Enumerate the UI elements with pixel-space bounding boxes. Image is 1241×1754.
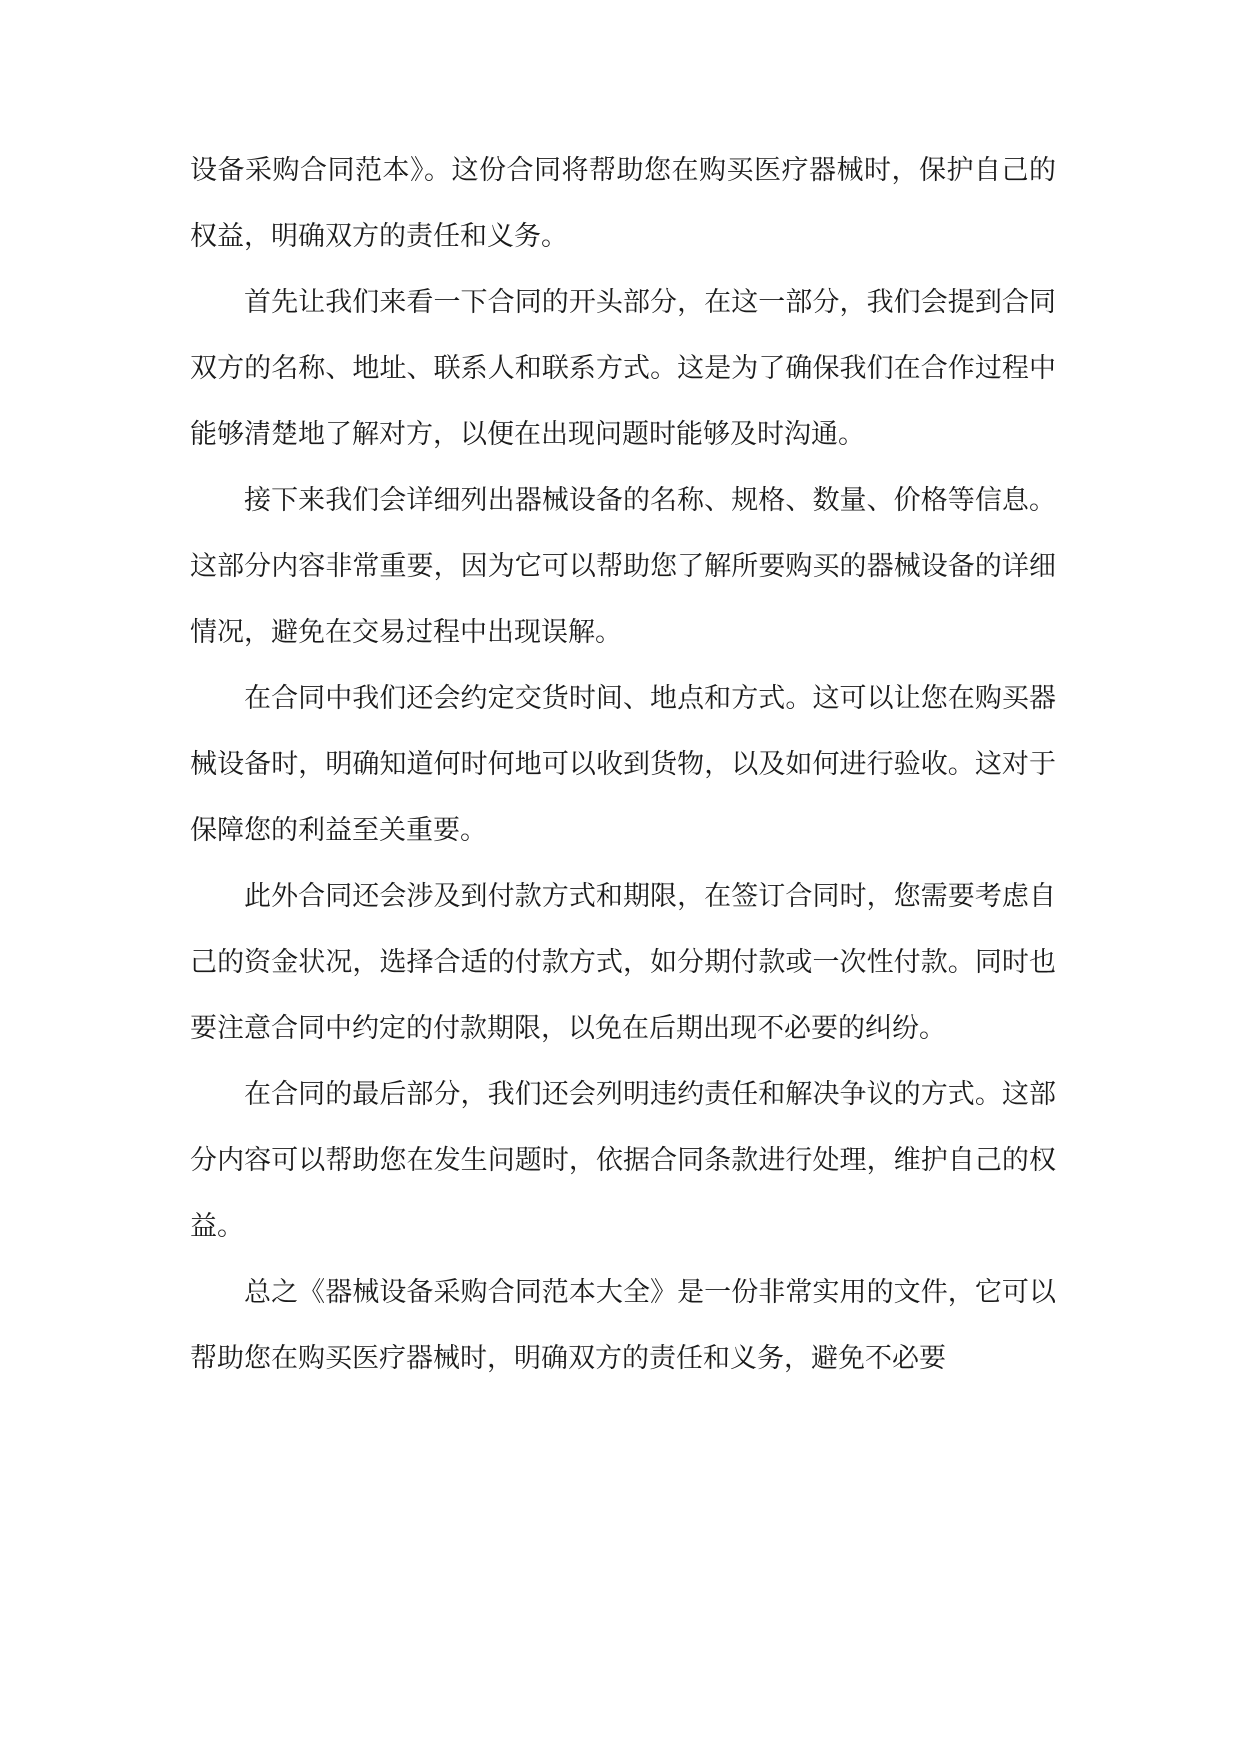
paragraph-4: 在合同中我们还会约定交货时间、地点和方式。这可以让您在购买器械设备时，明确知道何时何地可以收到货物，以及如何进行验收。这对于保障您的利益至关重要。 <box>190 683 1056 846</box>
paragraph-2: 首先让我们来看一下合同的开头部分，在这一部分，我们会提到合同双方的名称、地址、联系人和联系方式。这是为了确保我们在合作过程中能够清楚地了解对方，以便在出现问题时能够及时沟通。 <box>190 287 1056 450</box>
paragraph-3: 接下来我们会详细列出器械设备的名称、规格、数量、价格等信息。这部分内容非常重要，因为它可以帮助您了解所要购买的器械设备的详细情况，避免在交易过程中出现误解。 <box>190 485 1056 648</box>
paragraph-6: 在合同的最后部分，我们还会列明违约责任和解决争议的方式。这部分内容可以帮助您在发生问题时，依据合同条款进行处理，维护自己的权益。 <box>190 1079 1056 1242</box>
paragraph-1: 设备采购合同范本》。这份合同将帮助您在购买医疗器械时，保护自己的权益，明确双方的责任和义务。 <box>190 155 1056 252</box>
document-body <box>190 138 1056 1392</box>
paragraph-7: 总之《器械设备采购合同范本大全》是一份非常实用的文件，它可以帮助您在购买医疗器械时，明确双方的责任和义务，避免不必要 <box>190 1277 1056 1374</box>
paragraph-5: 此外合同还会涉及到付款方式和期限，在签订合同时，您需要考虑自己的资金状况，选择合适的付款方式，如分期付款或一次性付款。同时也要注意合同中约定的付款期限，以免在后期出现不必要的纠纷。 <box>190 881 1056 1044</box>
